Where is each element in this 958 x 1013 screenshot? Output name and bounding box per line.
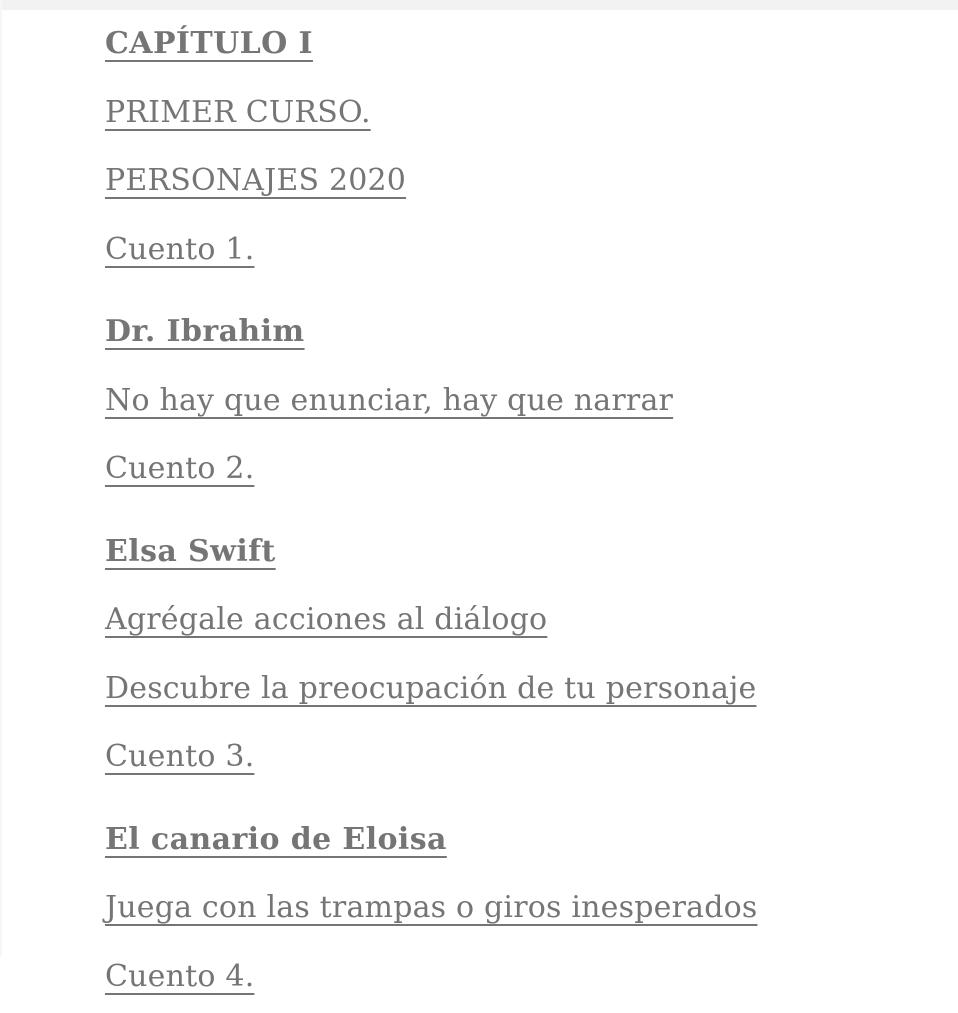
toc-link[interactable]: Descubre la preocupación de tu personaje [105, 671, 757, 706]
toc-line [105, 369, 898, 438]
toc-line [105, 218, 898, 287]
toc-line [105, 945, 898, 1013]
toc-heading-link[interactable]: Elsa Swift [105, 534, 276, 569]
toc-link[interactable]: PERSONAJES 2020 [105, 163, 406, 198]
toc-heading-link[interactable]: Dr. Ibrahim [105, 314, 305, 349]
toc-line [105, 149, 898, 218]
toc-line [105, 437, 898, 506]
toc-line [105, 12, 898, 81]
toc-link[interactable]: No hay que enunciar, hay que narrar [105, 383, 673, 418]
toc-link[interactable]: Cuento 4. [105, 959, 254, 994]
toc-line [105, 300, 898, 369]
toc-link[interactable]: Cuento 1. [105, 232, 254, 267]
toc-line [105, 725, 898, 794]
toc-line [105, 81, 898, 150]
toc-heading-link[interactable]: El canario de Eloisa [105, 822, 447, 857]
toc-link[interactable]: Cuento 2. [105, 451, 254, 486]
toc-link[interactable]: Cuento 3. [105, 739, 254, 774]
toc-link[interactable]: Agrégale acciones al diálogo [105, 602, 547, 637]
toc-paragraph [105, 808, 898, 1013]
toc-paragraph [105, 12, 898, 286]
toc-heading-link[interactable]: CAPÍTULO I [105, 26, 313, 61]
toc-line [105, 520, 898, 589]
toc [105, 12, 898, 1013]
toc-line [105, 588, 898, 657]
toc-paragraph [105, 300, 898, 506]
toc-paragraph [105, 520, 898, 794]
toc-line [105, 808, 898, 877]
toc-link[interactable]: Juega con las trampas o giros inesperados [105, 890, 757, 925]
toc-link[interactable]: PRIMER CURSO. [105, 95, 371, 130]
toc-line [105, 657, 898, 726]
toc-line [105, 876, 898, 945]
